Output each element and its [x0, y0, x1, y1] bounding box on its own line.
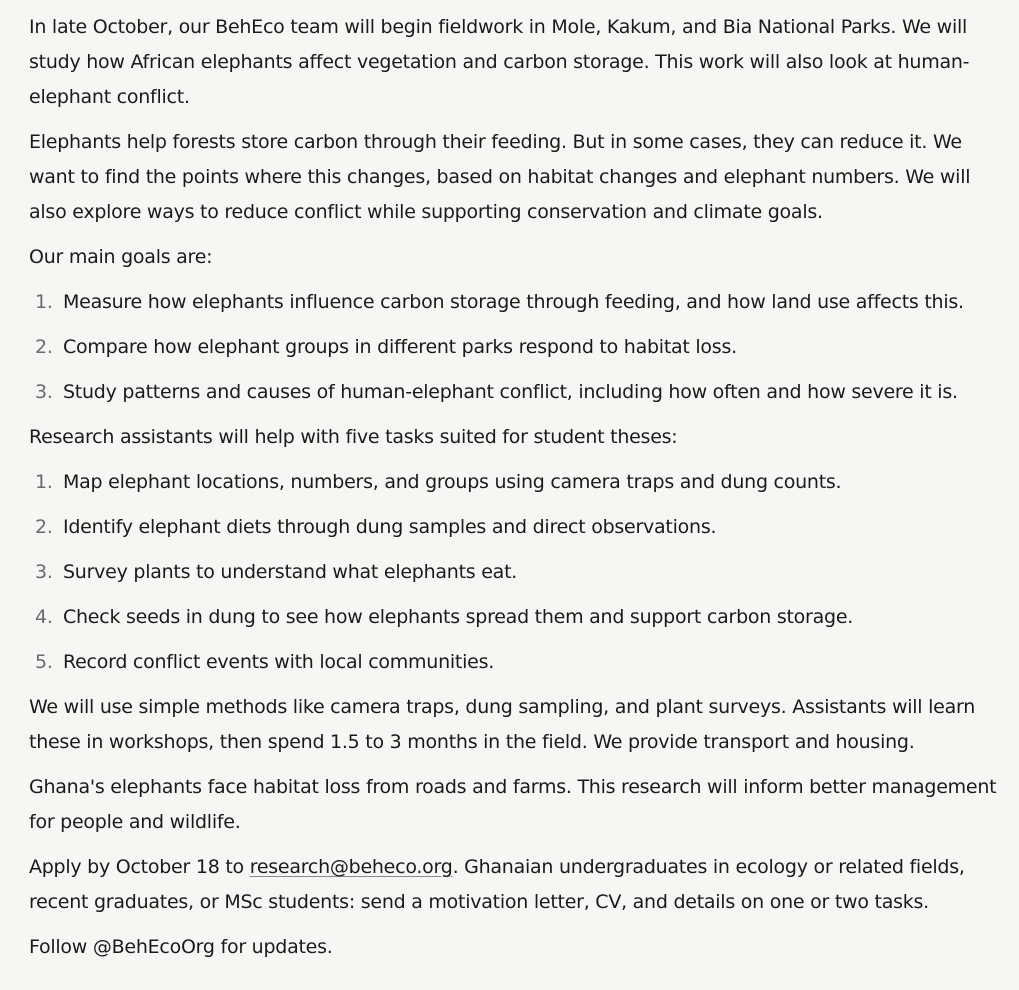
- list-item-text: Map elephant locations, numbers, and groups using camera traps and dung counts.: [63, 471, 842, 493]
- list-item-text: Check seeds in dung to see how elephants spread them and support carbon storage.: [63, 606, 854, 628]
- list-item: [29, 465, 999, 500]
- methods-paragraph: We will use simple methods like camera traps, dung sampling, and plant surveys. Assistants will learn these in workshops, then spend 1.5 to 3 months in the field. We provide transport and housing.: [29, 696, 975, 753]
- list-number: 2.: [35, 336, 53, 358]
- list-item: [29, 330, 999, 365]
- apply-paragraph: [29, 850, 999, 920]
- list-item: [29, 555, 999, 590]
- list-item-text: Compare how elephant groups in different parks respond to habitat loss.: [63, 336, 737, 358]
- list-number: 1.: [35, 471, 53, 493]
- context-paragraph: Elephants help forests store carbon through their feeding. But in some cases, they can reduce it. We want to find the points where this changes, based on habitat changes and elephant numbers. We will also explore ways to reduce conflict while supporting conservation and climate goals.: [29, 131, 971, 223]
- list-number: 5.: [35, 651, 53, 673]
- goals-heading: Our main goals are:: [29, 246, 213, 268]
- list-number: 1.: [35, 291, 53, 313]
- list-item: [29, 510, 999, 545]
- apply-prefix: Apply by October 18 to: [29, 856, 250, 878]
- list-item: [29, 375, 999, 410]
- list-item-text: Study patterns and causes of human-elephant conflict, including how often and how severe it is.: [63, 381, 958, 403]
- list-item-text: Survey plants to understand what elephants eat.: [63, 561, 518, 583]
- list-item-text: Record conflict events with local communities.: [63, 651, 495, 673]
- tasks-heading: Research assistants will help with five tasks suited for student theses:: [29, 426, 678, 448]
- list-number: 3.: [35, 381, 53, 403]
- goals-list: [29, 285, 999, 410]
- list-item-text: Identify elephant diets through dung samples and direct observations.: [63, 516, 717, 538]
- apply-suffix: . Ghanaian undergraduates in ecology or related fields, recent graduates, or MSc students: send a motivation letter, CV, and details on one or two tasks.: [29, 856, 965, 913]
- list-item-text: Measure how elephants influence carbon storage through feeding, and how land use affects this.: [63, 291, 964, 313]
- intro-paragraph: In late October, our BehEco team will begin fieldwork in Mole, Kakum, and Bia National Parks. We will study how African elephants affect vegetation and carbon storage. This work will also look at human-elephant conflict.: [29, 16, 970, 108]
- list-number: 2.: [35, 516, 53, 538]
- threats-paragraph: Ghana's elephants face habitat loss from roads and farms. This research will inform better management for people and wildlife.: [29, 776, 997, 833]
- email-link[interactable]: research@beheco.org: [249, 856, 453, 878]
- list-item: [29, 645, 999, 680]
- follow-paragraph: Follow @BehEcoOrg for updates.: [29, 936, 333, 958]
- list-number: 3.: [35, 561, 53, 583]
- list-item: [29, 285, 999, 320]
- tasks-list: [29, 465, 999, 680]
- list-number: 4.: [35, 606, 53, 628]
- list-item: [29, 600, 999, 635]
